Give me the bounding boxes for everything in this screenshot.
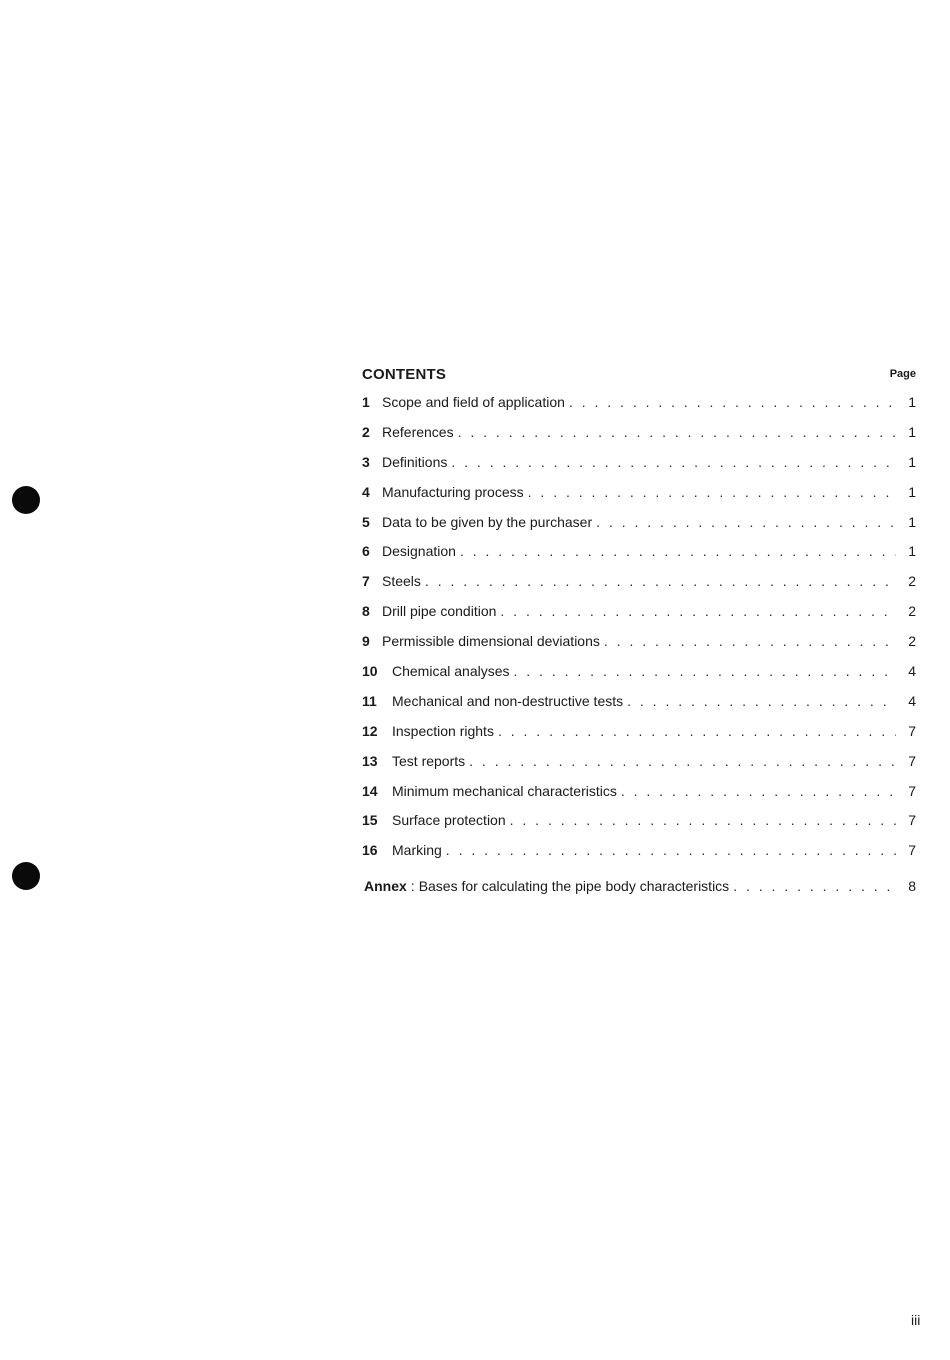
toc-entry-number: 13: [362, 752, 378, 769]
toc-entry-surface-protection[interactable]: [362, 812, 918, 842]
toc-entry-title: Permissible dimensional deviations: [382, 633, 600, 650]
toc-entry-annex[interactable]: [364, 878, 918, 894]
toc-entry-mechanical-characteristics[interactable]: [362, 783, 918, 813]
contents-title: CONTENTS: [362, 366, 447, 383]
dot-leader: [621, 783, 896, 799]
dot-leader: [425, 573, 896, 589]
toc-entry-title: References: [382, 423, 454, 440]
toc-entry-page: 1: [908, 423, 916, 440]
toc-entry-title: Steels: [382, 573, 421, 590]
toc-entry-title: Data to be given by the purchaser: [382, 513, 593, 530]
dot-leader: [458, 424, 896, 440]
toc-entry-page: 2: [908, 603, 916, 620]
toc-entry-number: 3: [362, 453, 370, 470]
toc-entry-page: 1: [908, 394, 916, 410]
toc-entry-number: 6: [362, 543, 370, 560]
toc-list: [362, 394, 918, 872]
dot-leader: [510, 812, 896, 828]
binder-hole: [12, 862, 40, 890]
toc-entry-number: 14: [362, 782, 378, 799]
toc-entry-number: 1: [362, 394, 370, 410]
dot-leader: [451, 454, 896, 470]
toc-entry-page: 2: [908, 633, 916, 650]
toc-entry-number: 16: [362, 842, 378, 859]
toc-entry-page: 7: [908, 812, 916, 829]
dot-leader: [627, 693, 896, 709]
toc-entry-designation[interactable]: [362, 543, 918, 573]
page-number: iii: [911, 1312, 921, 1328]
toc-entry-number: 9: [362, 633, 370, 650]
toc-entry-page: 4: [908, 663, 916, 680]
toc-entry-title: Definitions: [382, 453, 448, 470]
toc-entry-page: 2: [908, 573, 916, 590]
toc-entry-title: Inspection rights: [392, 722, 494, 739]
binder-hole: [12, 486, 40, 514]
toc-entry-title: Test reports: [392, 752, 466, 769]
dot-leader: [596, 514, 896, 530]
toc-entry-title: Manufacturing process: [382, 483, 524, 500]
table-of-contents: [362, 366, 918, 894]
dot-leader: [460, 543, 896, 559]
toc-entry-page: 1: [908, 543, 916, 560]
annex-separator: :: [410, 878, 415, 894]
page-column-label: Page: [889, 368, 916, 380]
toc-entry-title: Minimum mechanical characteristics: [392, 782, 617, 799]
dot-leader: [446, 842, 896, 858]
toc-entry-definitions[interactable]: [362, 454, 918, 484]
annex-page: 8: [908, 878, 916, 894]
toc-entry-page: 1: [908, 453, 916, 470]
toc-entry-number: 8: [362, 603, 370, 620]
contents-header: [362, 366, 918, 386]
toc-entry-dimensional-deviations[interactable]: [362, 633, 918, 663]
toc-entry-title: Marking: [392, 842, 442, 859]
toc-entry-number: 12: [362, 722, 378, 739]
toc-entry-number: 11: [362, 692, 377, 709]
toc-entry-number: 7: [362, 573, 370, 590]
toc-entry-number: 15: [362, 812, 378, 829]
toc-entry-title: Mechanical and non-destructive tests: [392, 692, 624, 709]
toc-entry-purchaser-data[interactable]: [362, 514, 918, 544]
toc-entry-drill-pipe-condition[interactable]: [362, 603, 918, 633]
toc-entry-title: Chemical analyses: [392, 663, 510, 680]
toc-entry-number: 2: [362, 423, 370, 440]
dot-leader: [604, 633, 896, 649]
toc-entry-title: Scope and field of application: [382, 394, 565, 410]
toc-entry-page: 7: [908, 752, 916, 769]
annex-label: Annex: [364, 878, 407, 894]
toc-entry-references[interactable]: [362, 424, 918, 454]
toc-entry-number: 4: [362, 483, 370, 500]
dot-leader: [569, 394, 896, 410]
toc-entry-page: 4: [908, 692, 916, 709]
toc-entry-inspection-rights[interactable]: [362, 723, 918, 753]
toc-entry-title: Designation: [382, 543, 456, 560]
toc-entry-page: 1: [908, 483, 916, 500]
toc-entry-mechanical-tests[interactable]: [362, 693, 918, 723]
toc-entry-manufacturing-process[interactable]: [362, 484, 918, 514]
toc-entry-scope[interactable]: [362, 394, 918, 424]
toc-entry-page: 7: [908, 782, 916, 799]
toc-entry-steels[interactable]: [362, 573, 918, 603]
toc-entry-page: 1: [908, 513, 916, 530]
toc-entry-test-reports[interactable]: [362, 753, 918, 783]
annex-title: Bases for calculating the pipe body characteristics: [418, 878, 730, 894]
toc-entry-page: 7: [908, 722, 916, 739]
dot-leader: [528, 484, 896, 500]
toc-entry-title: Drill pipe condition: [382, 603, 497, 620]
dot-leader: [514, 663, 897, 679]
toc-entry-number: 5: [362, 513, 370, 530]
toc-entry-number: 10: [362, 663, 378, 680]
dot-leader: [469, 753, 896, 769]
toc-entry-marking[interactable]: [362, 842, 918, 872]
toc-entry-page: 7: [908, 842, 916, 859]
dot-leader: [498, 723, 896, 739]
toc-entry-title: Surface protection: [392, 812, 506, 829]
dot-leader: [733, 878, 896, 894]
toc-entry-chemical-analyses[interactable]: [362, 663, 918, 693]
dot-leader: [500, 603, 896, 619]
